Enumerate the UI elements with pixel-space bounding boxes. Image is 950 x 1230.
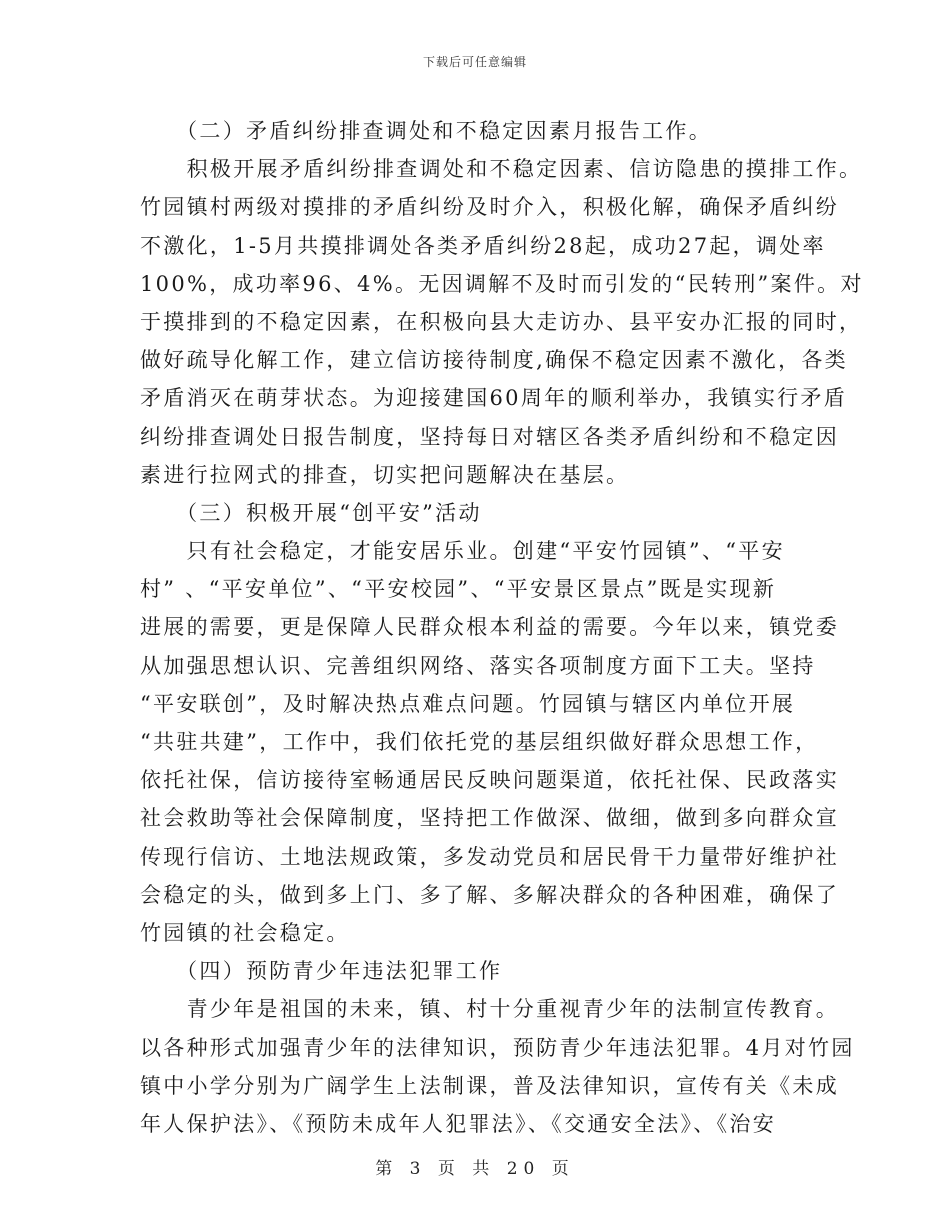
body-line: 青少年是祖国的未来，镇、村十分重视青少年的法制宣传教育。 xyxy=(140,997,839,1022)
body-line: 村” 、“平安单位”、“平安校园”、“平安景区景点”既是实现新 xyxy=(140,577,777,602)
body-line: 镇中小学分别为广阔学生上法制课，普及法律知识，宣传有关《未成 xyxy=(140,1073,839,1098)
body-line: 矛盾消灭在萌芽状态。为迎接建国60周年的顺利举办，我镇实行矛盾 xyxy=(140,386,848,411)
body-line: 不激化，1-5月共摸排调处各类矛盾纠纷28起，成功27起，调处率 xyxy=(140,233,826,258)
page-footer: 第 3 页 共 20 页 xyxy=(375,1159,575,1179)
body-line: 依托社保，信访接待室畅通居民反映问题渠道，依托社保、民政落实 xyxy=(140,768,839,793)
body-line: （三）积极开展“创平安”活动 xyxy=(140,500,482,525)
body-line: 进展的需要，更是保障人民群众根本利益的需要。今年以来，镇党委 xyxy=(140,615,839,640)
body-line: （二）矛盾纠纷排查调处和不稳定因素月报告工作。 xyxy=(140,119,712,143)
body-line: 100%，成功率96、4%。无因调解不及时而引发的“民转刑”案件。对 xyxy=(140,271,864,296)
body-line: 竹园镇村两级对摸排的矛盾纠纷及时介入，积极化解，确保矛盾纠纷 xyxy=(140,195,839,220)
body-line: 素进行拉网式的排查，切实把问题解决在基层。 xyxy=(140,462,630,487)
body-line: 年人保护法》、《预防未成年人犯罪法》、《交通安全法》、《治安 xyxy=(140,1111,776,1136)
body-line: 会稳定的头，做到多上门、多了解、多解决群众的各种困难，确保了 xyxy=(140,882,839,907)
body-line: 于摸排到的不稳定因素，在积极向县大走访办、县平安办汇报的同时， xyxy=(140,309,863,334)
body-line: “平安联创”，及时解决热点难点问题。竹园镇与辖区内单位开展 xyxy=(140,691,796,716)
document-body xyxy=(140,112,864,1143)
body-line: 做好疏导化解工作，建立信访接待制度,确保不稳定因素不激化，各类 xyxy=(140,348,848,373)
body-line: 积极开展矛盾纠纷排查调处和不稳定因素、信访隐患的摸排工作。 xyxy=(140,157,863,182)
body-line: （四）预防青少年违法犯罪工作 xyxy=(140,959,503,984)
page-header: 下载后可任意编辑 xyxy=(422,55,527,69)
body-line: 传现行信访、土地法规政策，多发动党员和居民骨干力量带好维护社 xyxy=(140,844,839,869)
body-line: 竹园镇的社会稳定。 xyxy=(140,920,350,945)
body-line: 社会救助等社会保障制度，坚持把工作做深、做细，做到多向群众宣 xyxy=(140,806,839,831)
body-line: “共驻共建”，工作中，我们依托党的基层组织做好群众思想工作， xyxy=(140,730,819,754)
body-line: 以各种形式加强青少年的法律知识，预防青少年违法犯罪。4月对竹园 xyxy=(140,1035,855,1060)
body-line: 只有社会稳定，才能安居乐业。创建“平安竹园镇”、“平安 xyxy=(140,539,785,564)
body-line: 从加强思想认识、完善组织网络、落实各项制度方面下工夫。坚持 xyxy=(140,653,816,678)
body-line: 纠纷排查调处日报告制度，坚持每日对辖区各类矛盾纠纷和不稳定因 xyxy=(140,424,839,449)
